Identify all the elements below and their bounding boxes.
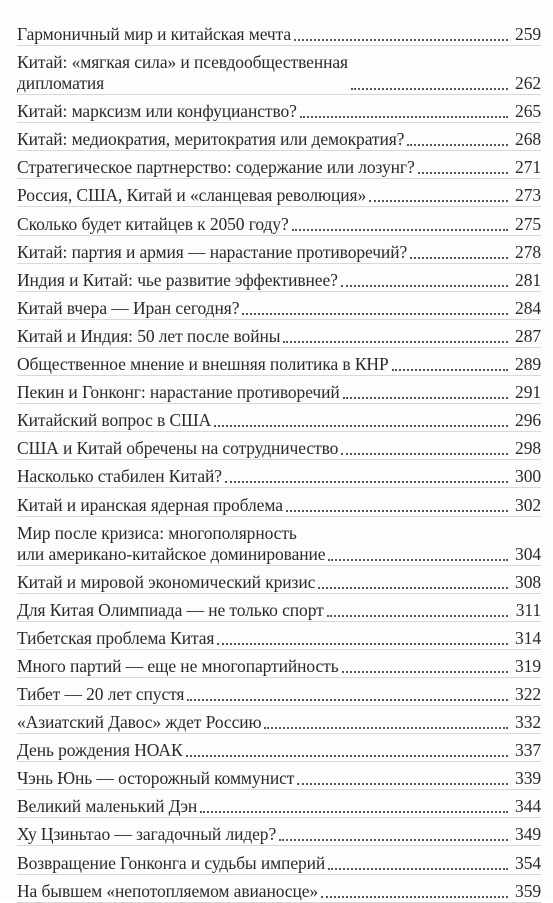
toc-entry [17,818,541,845]
toc-entry [17,95,541,122]
toc-entry-page-number: 359 [515,880,541,901]
dot-leader [418,172,508,174]
toc-entry [17,264,541,291]
dot-leader [242,313,508,315]
toc-entry-page-number: 311 [515,599,541,620]
toc-entry [17,622,541,649]
dot-leader [264,727,508,729]
toc-entry-page-number: 273 [515,185,541,206]
toc-entry [17,432,541,459]
toc-entry [17,46,541,94]
toc-entry-title-line1: Мир после кризиса: многополярность [17,522,297,543]
table-of-contents [17,18,541,903]
toc-entry [17,320,541,347]
toc-entry-title: Стратегическое партнерство: содержание или лозунг? [17,157,415,178]
toc-entry-page-number: 304 [515,543,541,564]
toc-entry-page-number: 265 [515,101,541,122]
dot-leader [407,144,508,146]
dot-leader [286,510,508,512]
toc-entry-page-number: 308 [515,571,541,592]
toc-entry-title: Гармоничный мир и китайская мечта [17,24,292,45]
toc-entry-page-number: 275 [515,213,541,234]
toc-entry-page-number: 271 [515,157,541,178]
toc-entry [17,151,541,178]
toc-entry [17,207,541,234]
toc-entry [17,517,541,565]
toc-entry-title: Индия и Китай: чье развитие эффективнее? [17,269,338,290]
dot-leader [300,116,508,118]
dot-leader [328,559,508,561]
dot-leader [392,369,508,371]
toc-entry-page-number: 354 [515,852,541,873]
dot-leader [341,285,508,287]
toc-entry-title: Великий маленький Дэн [17,796,198,817]
toc-entry-title: Китай: марксизм или конфуцианство? [17,101,297,122]
dot-leader [283,341,508,343]
dot-leader [294,39,508,41]
toc-entry-page-number: 339 [515,768,541,789]
toc-entry-page-number: 349 [515,824,541,845]
toc-separator [17,902,541,903]
toc-entry-title: Россия, США, Китай и «сланцевая революция» [17,185,367,206]
toc-entry-page-number: 262 [515,73,541,94]
toc-entry [17,292,541,319]
toc-entry-page-number: 278 [515,241,541,262]
toc-entry [17,376,541,403]
toc-entry [17,846,541,873]
dot-leader [351,88,508,90]
toc-entry-title [17,523,325,565]
toc-entry [17,678,541,705]
toc-entry-title: Насколько стабилен Китай? [17,466,222,487]
dot-leader [410,257,508,259]
toc-entry [17,762,541,789]
toc-entry-title: Китай: медиократия, меритократия или демократия? [17,129,405,150]
toc-entry-title: Китай и иранская ядерная проблема [17,494,283,515]
dot-leader [341,453,508,455]
dot-leader [342,671,508,673]
toc-entry-title-line2: или американо-китайское доминирование [17,543,326,564]
toc-entry-title: Китай и мировой экономический кризис [17,571,316,592]
toc-entry-title-line1: Китай: «мягкая сила» и псевдообщественная [17,52,348,73]
toc-entry [17,875,541,902]
toc-entry [17,566,541,593]
toc-entry-title-line2: дипломатия [17,73,105,94]
dot-leader [225,481,508,483]
toc-entry-title: Китайский вопрос в США [17,410,212,431]
toc-entry-page-number: 281 [515,269,541,290]
toc-entry [17,488,541,515]
toc-entry [17,236,541,263]
toc-entry-title: США и Китай обречены на сотрудничество [17,438,339,459]
toc-entry-page-number: 287 [515,325,541,346]
toc-entry [17,404,541,431]
toc-entry-page-number: 284 [515,297,541,318]
dot-leader [217,643,508,645]
toc-entry-page-number: 289 [515,354,541,375]
toc-entry-page-number: 300 [515,466,541,487]
toc-entry-title: Много партий — еще не многопартийность [17,655,339,676]
dot-leader [328,868,508,870]
toc-entry-title: Китай вчера — Иран сегодня? [17,297,240,318]
dot-leader [318,587,508,589]
dot-leader [321,896,508,898]
toc-entry-title: Общественное мнение и внешняя политика в КНР [17,354,389,375]
toc-entry [17,123,541,150]
dot-leader [186,755,508,757]
toc-entry [17,790,541,817]
toc-entry-title: «Азиатский Давос» ждет Россию [17,712,262,733]
dot-leader [343,397,508,399]
dot-leader [279,839,508,841]
toc-entry-page-number: 302 [515,494,541,515]
toc-entry-title: День рождения НОАК [17,740,183,761]
dot-leader [297,783,508,785]
toc-entry-page-number: 344 [515,796,541,817]
toc-entry-title: Китай: партия и армия — нарастание противоречий? [17,241,408,262]
dot-leader [292,229,508,231]
toc-entry-page-number: 291 [515,382,541,403]
dot-leader [187,699,508,701]
toc-entry [17,594,541,621]
toc-entry [17,706,541,733]
toc-entry-title: Тибет — 20 лет спустя [17,683,185,704]
toc-entry-page-number: 319 [515,655,541,676]
toc-entry [17,348,541,375]
toc-entry-title: Возвращение Гонконга и судьбы империй [17,852,326,873]
dot-leader [200,811,508,813]
toc-entry-title: Чэнь Юнь — осторожный коммунист [17,768,295,789]
toc-entry-page-number: 337 [515,740,541,761]
toc-entry-page-number: 296 [515,410,541,431]
toc-entry-title: Тибетская проблема Китая [17,627,215,648]
toc-entry [17,460,541,487]
toc-entry-title [17,52,348,94]
toc-entry-title: Сколько будет китайцев к 2050 году? [17,213,289,234]
dot-leader [369,200,508,202]
toc-entry-title: Ху Цзиньтао — загадочный лидер? [17,824,277,845]
toc-entry-title: Для Китая Олимпиада — не только спорт [17,599,324,620]
dot-leader [214,425,508,427]
toc-entry-title: На бывшем «непотопляемом авианосце» [17,880,319,901]
toc-entry-page-number: 332 [515,712,541,733]
toc-entry-title: Китай и Индия: 50 лет после войны [17,325,281,346]
toc-entry [17,734,541,761]
toc-entry [17,650,541,677]
toc-entry [17,179,541,206]
toc-entry-page-number: 322 [515,683,541,704]
toc-entry [17,18,541,45]
toc-entry-page-number: 259 [515,24,541,45]
dot-leader [327,615,508,617]
toc-entry-page-number: 298 [515,438,541,459]
toc-entry-page-number: 314 [515,627,541,648]
toc-entry-page-number: 268 [515,129,541,150]
toc-entry-title: Пекин и Гонконг: нарастание противоречий [17,382,340,403]
